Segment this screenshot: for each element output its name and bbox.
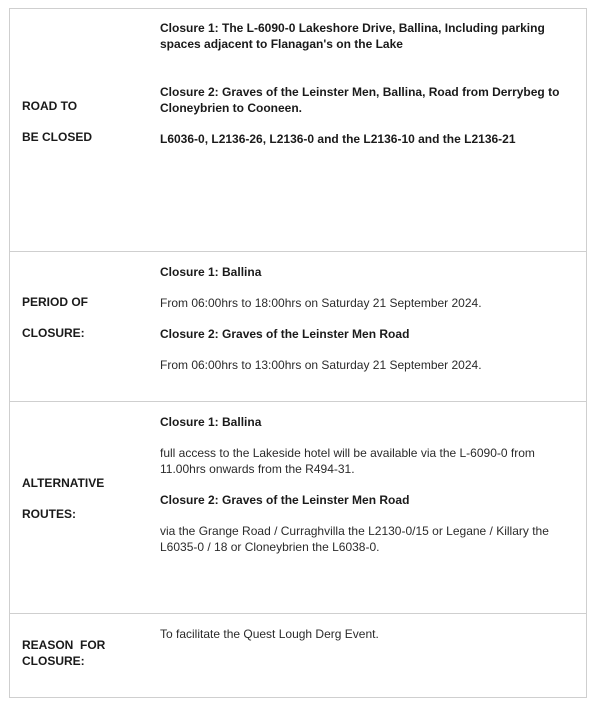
row-label-line: ROUTES: <box>22 507 76 521</box>
closure-1-description: Closure 1: The L-6090-0 Lakeshore Drive, Ballina, Including parking spaces adjacent to Flanagan's on the Lake <box>160 21 545 51</box>
row-label-line: ROAD TO <box>22 99 78 113</box>
row-label <box>22 468 104 530</box>
row-label-line: CLOSURE: <box>22 654 85 668</box>
row-label-line: ALTERNATIVE <box>22 476 105 490</box>
closure-1-heading: Closure 1: Ballina <box>160 265 262 279</box>
row-label-line: PERIOD OF <box>22 295 89 309</box>
closure-2-route: via the Grange Road / Curraghvilla the L2130-0/15 or Legane / Killary the L6035-0 / 18 or Cloneybrien the L6038-0. <box>160 524 549 554</box>
table-row-reason-for-closure <box>10 613 586 697</box>
row-label-line: REASON FOR <box>22 638 106 652</box>
row-content <box>160 414 575 555</box>
closure-2-description: Closure 2: Graves of the Leinster Men, Ballina, Road from Derrybeg to Cloneybrien to Cooneen. <box>160 85 560 115</box>
closure-reason: To facilitate the Quest Lough Derg Event. <box>160 627 379 641</box>
closure-1-heading: Closure 1: Ballina <box>160 415 262 429</box>
row-label-line: BE CLOSED <box>22 130 93 144</box>
table-row-alternative-routes <box>10 401 586 613</box>
row-label <box>22 287 88 349</box>
closure-2-period: From 06:00hrs to 13:00hrs on Saturday 21 September 2024. <box>160 358 482 372</box>
table-row-period-of-closure <box>10 251 586 401</box>
table-row-road-to-be-closed <box>10 9 586 251</box>
row-content <box>160 264 575 373</box>
row-content <box>160 626 575 642</box>
closure-2-heading: Closure 2: Graves of the Leinster Men Road <box>160 493 410 507</box>
row-label-line: CLOSURE: <box>22 326 85 340</box>
row-label <box>22 637 105 669</box>
row-content <box>160 20 575 147</box>
closure-2-heading: Closure 2: Graves of the Leinster Men Road <box>160 327 410 341</box>
road-closure-table <box>9 8 587 698</box>
closure-1-period: From 06:00hrs to 18:00hrs on Saturday 21 September 2024. <box>160 296 482 310</box>
closure-1-route: full access to the Lakeside hotel will be available via the L-6090-0 from 11.00hrs onwards from the R494-31. <box>160 446 535 476</box>
row-label <box>22 91 92 153</box>
road-numbers: L6036-0, L2136-26, L2136-0 and the L2136-10 and the L2136-21 <box>160 132 516 146</box>
